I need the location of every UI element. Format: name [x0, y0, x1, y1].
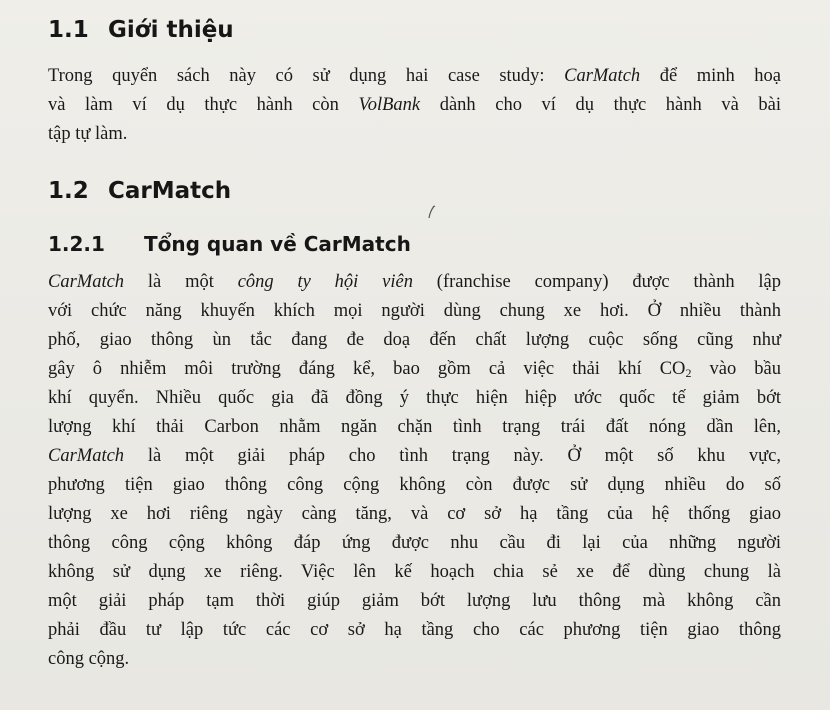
- paragraph-line: CarMatch là một công ty hội viên (franchise company) được thành lập: [48, 272, 782, 292]
- paragraph-line: một giải pháp tạm thời giúp giảm bớt lượng lưu thông mà không cần: [48, 591, 781, 611]
- heading-title: Tổng quan về CarMatch: [144, 232, 411, 256]
- paragraph-line: không sử dụng xe riêng. Việc lên kế hoạch chia sẻ xe để dùng chung là: [48, 562, 781, 582]
- paragraph-line: phố, giao thông ùn tắc đang đe doạ đến chất lượng cuộc sống cũng như: [48, 330, 781, 350]
- paragraph-line: gây ô nhiễm môi trường đáng kể, bao gồm cả việc thải khí $CO_2$ vào bầu: [48, 359, 781, 380]
- overview-paragraph: [48, 268, 781, 674]
- paragraph-line: Trong quyển sách này có sử dụng hai case study: CarMatch để minh hoạ: [48, 66, 781, 86]
- heading-1-2: [48, 178, 231, 204]
- heading-number: 1.2: [48, 178, 89, 204]
- paragraph-line: và làm ví dụ thực hành còn VolBank dành cho ví dụ thực hành và bài: [48, 95, 781, 115]
- paragraph-line: với chức năng khuyến khích mọi người dùng chung xe hơi. Ở nhiều thành: [48, 301, 781, 321]
- heading-1-2-1: [48, 232, 411, 256]
- heading-number: 1.1: [48, 17, 89, 43]
- paragraph-line: CarMatch là một giải pháp cho tình trạng này. Ở một số khu vực,: [48, 446, 781, 466]
- paragraph-line: khí quyển. Nhiều quốc gia đã đồng ý thực hiện hiệp ước quốc tế giảm bớt: [48, 388, 781, 408]
- paragraph-line: tập tự làm.: [48, 124, 128, 144]
- intro-paragraph: [48, 62, 781, 149]
- ink-smudge-mark: [427, 205, 437, 219]
- paragraph-line: phải đầu tư lập tức các cơ sở hạ tầng cho các phương tiện giao thông: [48, 620, 781, 640]
- paragraph-line: công cộng.: [48, 649, 130, 669]
- heading-title: Giới thiệu: [108, 17, 234, 43]
- paragraph-line: thông công cộng không đáp ứng được nhu cầu đi lại của những người: [48, 533, 781, 553]
- paragraph-line: lượng khí thải Carbon nhằm ngăn chặn tình trạng trái đất nóng dần lên,: [48, 417, 781, 437]
- heading-1-1: [48, 17, 234, 43]
- heading-number: 1.2.1: [48, 232, 105, 256]
- heading-title: CarMatch: [108, 178, 232, 204]
- paragraph-line: lượng xe hơi riêng ngày càng tăng, và cơ sở hạ tầng của hệ thống giao: [48, 504, 781, 524]
- paragraph-line: phương tiện giao thông công cộng không còn được sử dụng nhiều do số: [48, 475, 781, 495]
